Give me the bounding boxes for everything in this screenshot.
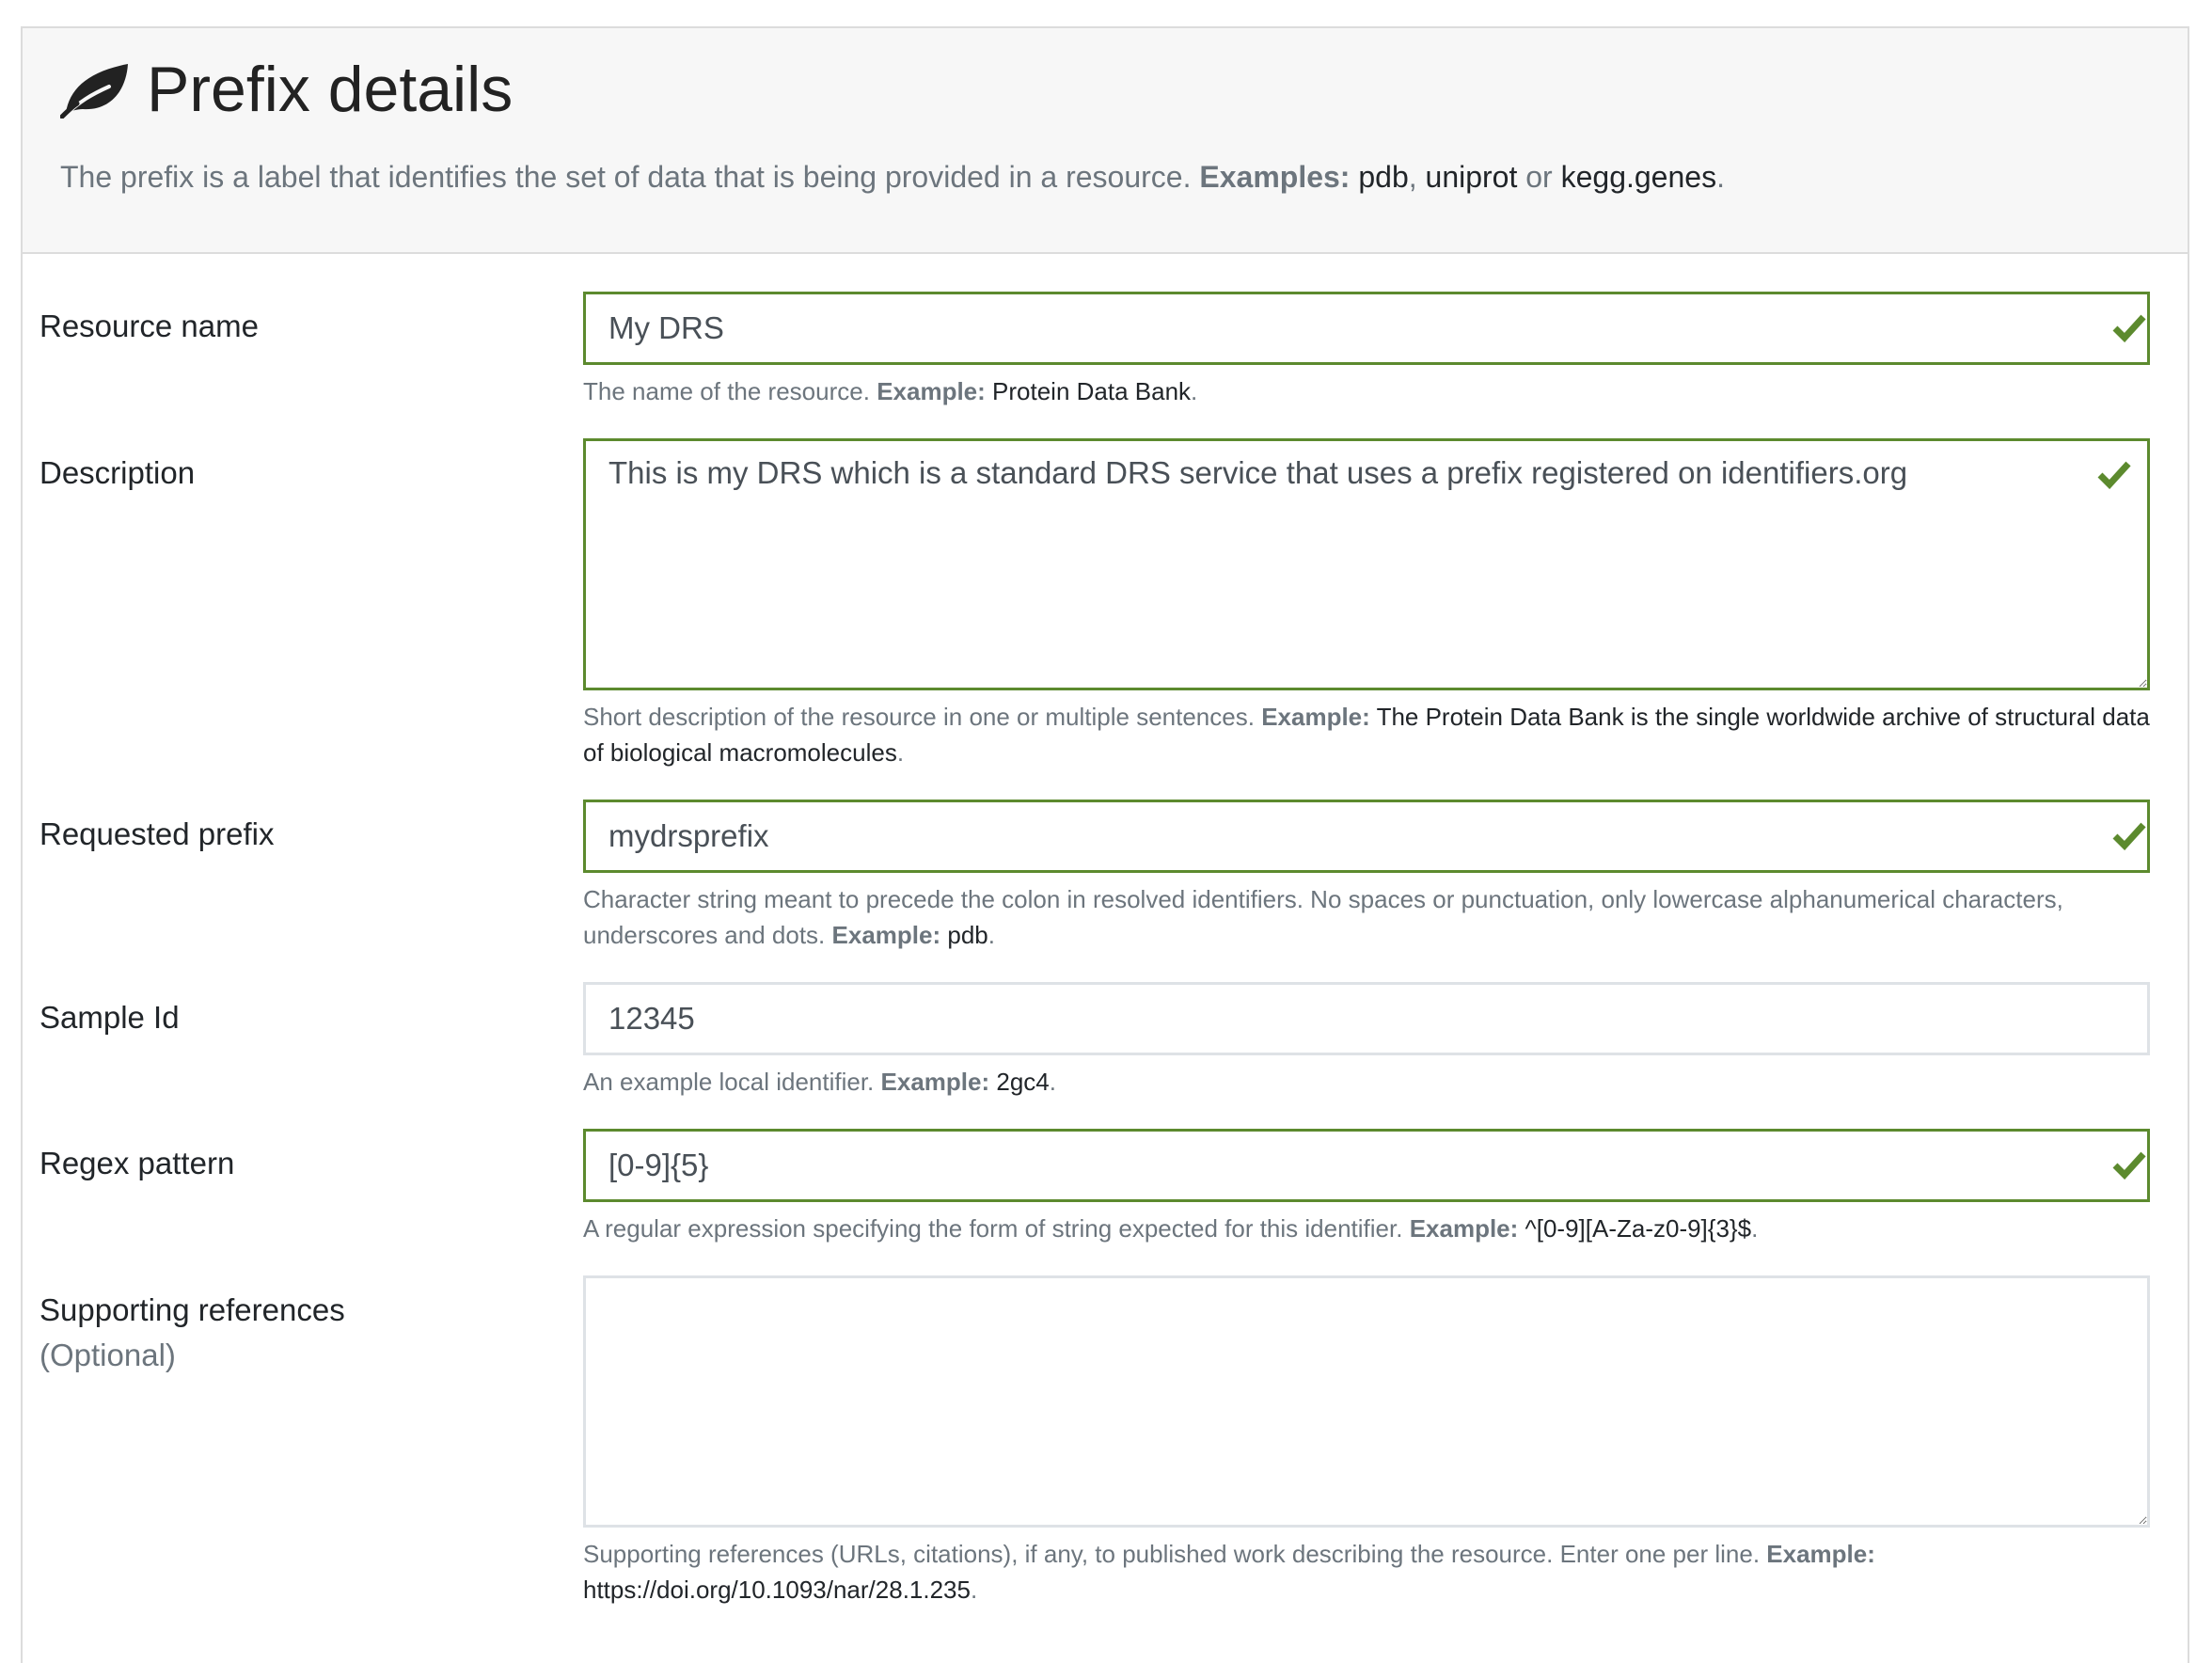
example-value: Protein Data Bank [992,377,1192,405]
example-label: Example: [880,1068,990,1096]
example-value: https://doi.org/10.1093/nar/28.1.235 [583,1576,971,1604]
period: . [1049,1068,1056,1096]
description-label: Description [40,455,196,490]
description-textarea[interactable] [583,438,2150,690]
requested-prefix-help [583,881,2150,953]
help-text: Character string meant to precede the colon in resolved identifiers. No spaces or punctuation, only lowercase alphanumerical characters, underscores and dots. [583,885,2063,949]
period: . [896,738,905,767]
supporting-references-textarea[interactable] [583,1275,2150,1528]
check-icon [2112,312,2146,342]
description-help [583,699,2150,770]
check-icon [2112,820,2146,850]
example-value: pdb [947,921,988,949]
leaf-icon [60,60,132,119]
example-kegg-genes: kegg.genes [1560,160,1717,194]
requested-prefix-input[interactable] [583,800,2150,873]
help-text: A regular expression specifying the form of string expected for this identifier. [583,1214,1403,1243]
resource-name-help [583,373,2150,409]
example-label: Example: [1261,703,1370,731]
period: . [988,921,995,949]
check-icon [2112,1149,2146,1180]
separator: , [1408,160,1417,194]
example-label: Example: [877,377,986,405]
help-text: An example local identifier. [583,1068,875,1096]
requested-prefix-label: Requested prefix [40,816,275,851]
title-row [60,54,514,125]
example-value: The Protein Data Bank is the single worldwide archive of structural data of biological macromolecules [583,703,2150,767]
example-label: Example: [1409,1214,1519,1243]
card-header [23,28,2188,254]
supporting-references-help [583,1536,2150,1608]
help-text: Supporting references (URLs, citations), if any, to published work describing the resource. Enter one per line. [583,1540,1761,1568]
regex-pattern-input[interactable] [583,1129,2150,1202]
sample-id-label: Sample Id [40,1000,180,1035]
example-label: Example: [831,921,941,949]
regex-pattern-label: Regex pattern [40,1146,235,1180]
period: . [1716,160,1725,194]
optional-hint: (Optional) [40,1338,176,1372]
example-value: ^[0-9][A-Za-z0-9]{3}$ [1525,1214,1752,1243]
example-pdb: pdb [1358,160,1409,194]
resource-name-input[interactable] [583,292,2150,365]
label-text: Supporting references [40,1292,345,1327]
supporting-references-label [40,1291,345,1374]
period: . [970,1576,978,1604]
period: . [1191,377,1198,405]
page-description [60,158,1725,196]
period: . [1751,1214,1759,1243]
help-text: The name of the resource. [583,377,870,405]
resource-name-label: Resource name [40,309,259,343]
example-label: Example: [1766,1540,1875,1568]
example-uniprot: uniprot [1425,160,1518,194]
example-value: 2gc4 [996,1068,1050,1096]
separator-or: or [1525,160,1553,194]
help-text: Short description of the resource in one or multiple sentences. [583,703,1255,731]
lead-text: The prefix is a label that identifies the set of data that is being provided in a resource. [60,160,1192,194]
sample-id-help [583,1064,2150,1100]
check-icon [2097,459,2131,489]
sample-id-input[interactable] [583,982,2150,1055]
regex-pattern-help [583,1211,2150,1246]
page-title: Prefix details [147,54,514,125]
examples-label: Examples: [1199,160,1351,194]
